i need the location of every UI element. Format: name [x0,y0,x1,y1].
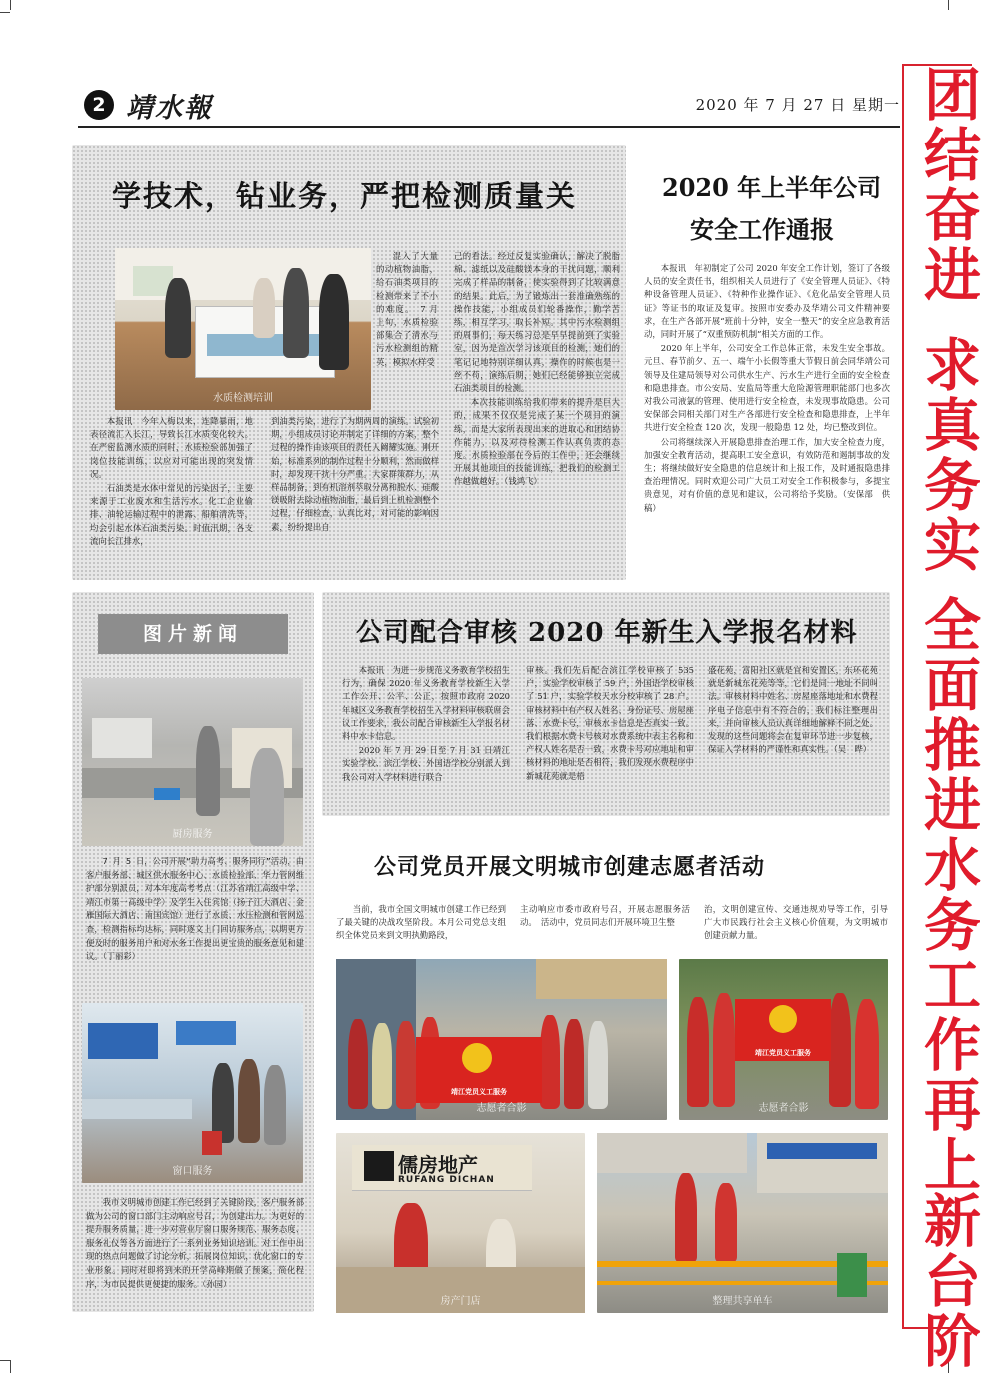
paper-name: 靖水報 [126,93,213,124]
article-volunteer-col2 [520,903,690,929]
volunteer-banner: 靖江党员义工服务 [735,999,831,1061]
shop-sign-subtitle: RUFANG DICHAN [398,1175,495,1185]
banner-char: 全 [924,593,981,659]
paragraph: 治，文明创建宣传、交通违规劝导等工作，引导广大市民践行社会主义核心价值观，为文明城市创建贡献力量。 [704,904,888,941]
banner-char: 实 [924,513,981,579]
crop-mark [0,12,10,13]
paragraph: 公司将继续深入开展隐患排查治理工作，加大安全检查力度，加强安全教育活动，提高职工安全意识，有效防范和遏制事故的发生；将继续做好安全隐患的信息统计和上报工作，及时通报隐患排查治理情况。同时欢迎公司广大员工对安全工作积极参与，多提宝贵意见，对有价值的意见和建议，公司将给予奖励。（安保部 供 稿） [644,436,899,513]
photo-label: 志愿者合影 [476,1103,527,1114]
banner-char: 团 [924,63,981,129]
article-volunteer-col1 [336,903,506,943]
article-safety-headline-line1: 2020 年上半年公司 [662,173,882,202]
paragraph: 本报讯 为进一步规范义务教育学校招生行为，确保 2020 年义务教育学校新生入学工作公开、公平、公正，按照市政府 2020 年城区义务教育学校招生入学材料审核联席会议工作要求，我公司配合审核新生入学报名材料中水卡信息。 [342,665,510,742]
paragraph: 石油类是水体中常见的污染因子，主要来源于工业废水和生活污水。化工企业偷排、油轮运输过程中的泄露、船舶清洗等，均会引起水体石油类污染。时值汛期，各支流向长江排水， [90,483,253,546]
banner-char: 作 [924,1013,981,1079]
banner-char: 再 [924,1073,981,1139]
article-enrollment-col2 [526,664,694,783]
volunteer-banner: 靖江党员义工服务 [416,1037,542,1103]
article-volunteer-col3 [704,903,888,943]
photo-label: 房产门店 [440,1296,481,1307]
banner-char: 奋 [924,183,981,249]
article-technique-col3 [454,250,620,489]
article-enrollment-col3 [708,664,878,756]
shop-sign: 儒房地产 [398,1153,478,1177]
paragraph: 审核。我们先后配合滨江学校审核了 535 户，实验学校审核了 59 户，外国语学校审核了 51 户，实验学校天水分校审核了 28 户。审核材料中有产权人姓名、身份证号、房屋座落、水费卡号，审核水卡信息是否真实一致。我们根据水费卡号核对水费系统中表主名称和产权人姓名是否一致，水费卡号对应地址和审核材料的地址是否相符，我们发现水费程序中新城花苑就是梧 [526,665,694,781]
service-window-photo [82,1003,303,1183]
banner-char: 推 [924,713,981,779]
article-enrollment-headline: 公司配合审核 2020 年新生入学报名材料 [356,618,858,648]
article-safety-body [644,262,899,515]
article-technique-headline: 学技术，钻业务，严把检测质量关 [112,179,578,213]
article-safety-headline-line2: 安全工作通报 [690,215,834,244]
photo-news-caption-2: 我市文明城市创建工作已经到了关键阶段，客户服务部做为公司的窗口部门主动响应号召，为创建出力。为更好的提升服务质量，进一步对营业厅窗口服务规范、服务态度、服务礼仪等各方面进行了一系列业务知识培训。对工作中出现的热点问题做了讨论分析，拓展岗位知识，优化窗口的专业形象。同时对即将到来的开学高峰期做了预案，简化程序，为市民提供更便捷的服务。（孙园） [86,1197,304,1289]
banner-char: 结 [924,123,981,189]
crop-mark [948,0,949,10]
article-technique-beside-photo: 混入了大量的动植物油脂，给石油类项目的检测带来了不小的难度。 7 月上旬，水质检验部集合了清水与污水检测组的精英，模拟水样受 [376,251,438,367]
article-enrollment-col1 [342,664,510,784]
paragraph: 本次技能训练给我们带来的提升是巨大的，成果不仅仅是完成了某一个项目的演练，而是大家所表现出来的进取心和团结协作能力，以及对待检测工作认真负责的态度。水质检验部在今后的工作中，还会继续开展其他项目的技能训练，把我们的检测工作越做越好。（钱鸿飞） [454,397,620,487]
banner-char: 求 [924,333,981,399]
masthead [78,84,900,124]
paragraph: 本报讯 今年入梅以来，连降暴雨，地表径流汇入长江，导致长江水质变化较大。在严密监测水质的同时，水质检验部加强了岗位技能训练，以应对可能出现的突发情况。 [90,416,253,479]
banner-char: 进 [924,243,981,309]
article-technique-col2 [271,415,439,534]
shared-bikes-photo [597,1133,888,1313]
volunteer-group-photo-2 [679,959,888,1120]
photo-label: 窗口服务 [172,1166,213,1177]
banner-char: 真 [924,393,981,459]
photo-label: 厨房服务 [172,829,213,840]
real-estate-office-photo [336,1133,585,1313]
page-number: 2 [84,90,114,120]
crop-mark [10,0,11,10]
photo-news-label: 图片新闻 [98,614,288,654]
photo-label: 志愿者合影 [758,1103,809,1114]
paragraph: 己的看法。经过反复实验确认，解决了脱脂棉、滤纸以及硅酸镁本身的干扰问题，顺利完成了样品的制备，使实验得到了比较满意的结果。此后，为了锻炼出一套准确熟练的操作技能，小组成员们轮番操作，勤学苦练，相互学习，取长补短。其中污水检测组的周事们，每天练习总是早早提前到了实验室，因为是首次学习该项目的检测，她们的笔记记地特别详细认真，操作的时候也是一丝不苟，演练后期，她们已经能够独立完成石油类项目的检测。 [454,251,620,394]
banner-char: 务 [924,453,981,519]
photo-label: 整理共享单车 [712,1296,773,1307]
banner-char: 台 [924,1249,981,1315]
crop-mark [0,1360,10,1361]
volunteer-group-photo-1 [336,959,667,1120]
side-slogan-banner [902,63,981,1375]
banner-char: 上 [924,1133,981,1199]
paragraph: 盛花苑，富阳社区就是宜和安置区，东环花苑就是新城东花苑等等，它们是同一地址不同叫法。审核材料中姓名、房屋座落地址和水费程序电子信息中有不符合的，我们标注整理出来，并向审核人员认真详细地解释不同之处。发现的这些问题将会在复审环节进一步复核，保证入学材料的严谨性和真实性。（吴 晔） [708,665,878,755]
banner-char: 工 [924,953,981,1019]
paragraph: 当前，我市全国文明城市创建工作已经到了最关键的决战攻坚阶段。本月公司党总支组织全体党员来到文明执勤路段， [336,904,506,941]
banner-char: 水 [924,833,981,899]
banner-char: 务 [924,893,981,959]
lab-training-photo [115,248,371,410]
paragraph: 到油类污染，进行了为期两周的演练。试验初期，小组成员讨论并制定了详细的方案，整个过程的操作由该项目的责任人阚耀实施。刚开始，标准系列的制作过程十分顺利，然而做样时，却发现干扰十分严重。大家群策群力，从样品制备，到有机溶剂萃取分离和脱水、硅酸镁吸附去除动植物油脂，最后到上机检测整个过程，仔细检查，认真比对，对可能的影响因素，纷纷提出自 [271,416,439,532]
paragraph: 主动响应市委市政府号召，开展志愿服务活动。 活动中，党员同志们开展环境卫生整 [520,904,690,928]
paragraph: 本报讯 年初制定了公司 2020 年安全工作计划，签订了各级人员的安全责任书，组织相关人员进行了《安全管理人员证》、《特种设备管理人员证》、《特种作业操作证》、《危化品安全管理人员证》等证书的取证及复审。按照市安委办及华靖公司文件精神要求，在生产各部开展“班前十分钟，安全一整天”的安全应急教育活动，同时开展了“双重预防机制”相关方面的工作。 [644,263,890,340]
photo-news-caption-1: 7 月 5 日，公司开展“助力高考、服务同行”活动，由客户服务部、城区供水服务中心、水质检验部、华力管网维护部分别派员，对本年度高考考点（江苏省靖江高级中学、靖江市第一高级中学）及学生入住宾馆（扬子江大酒店、金雁国际大酒店、南国宾馆）进行了水质、水压检测和管网巡查，检测指标均达标，同时逐文上门回访服务点，以期更方便及时的服务用户和对水务工作提出更宝贵的服务意见和建议。（丁丽彩） [86,856,304,962]
banner-char: 阶 [924,1309,981,1375]
kitchen-service-photo [82,678,303,846]
article-volunteer-headline: 公司党员开展文明城市创建志愿者活动 [374,854,766,880]
paragraph: 2020 年上半年，公司安全工作总体正常，未发生安全事故。元旦、春节前夕、五一、端午小长假等重大节假日前会同华靖公司领导及住建局领导对公司供水生产、污水生产进行全面的安全检查和隐患排查。市公安局、安监局等重大危险源管理职能部门也多次对我公司液氯的管理、使用进行安全检查，未发现事故隐患。公司安保部会同相关部门对生产各部进行安全检查和隐患排查，上半年共进行安全检查 120 次，发现一般隐患 12 处，均已整改到位。 [644,343,890,433]
banner-char: 新 [924,1189,981,1255]
photo-label: 水质检测培训 [213,393,273,404]
crop-mark [10,1360,11,1373]
banner-char: 进 [924,773,981,839]
banner-char: 面 [924,653,981,719]
header-rule [78,126,900,128]
article-technique-col1 [90,415,253,548]
paragraph: 2020 年 7 月 29 日至 7 月 31 日靖江实验学校、滨江学校、外国语学校分别派人到我公司对入学材料进行联合 [342,745,510,782]
date-line: 2020 年 7 月 27 日 星期一 [695,96,900,114]
